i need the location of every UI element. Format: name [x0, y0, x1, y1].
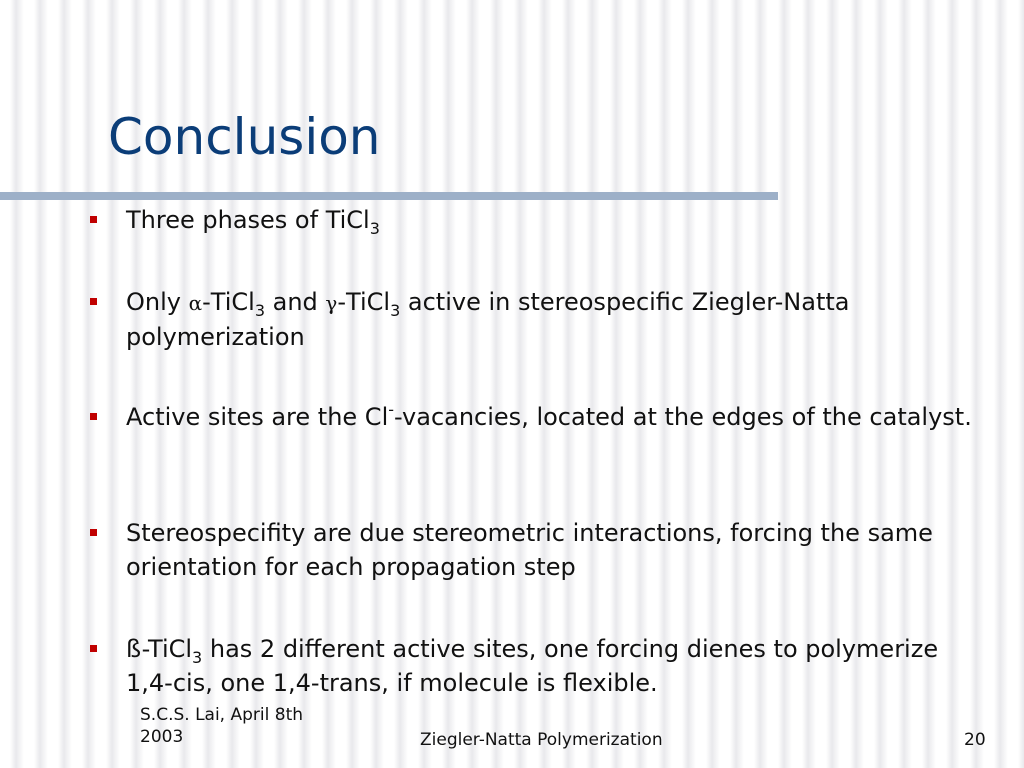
subscript: 3: [369, 219, 380, 238]
subscript: 3: [390, 301, 401, 320]
slide-number: 20: [964, 730, 986, 750]
bullet-marker: [90, 645, 97, 652]
bullet-text: and: [265, 288, 326, 316]
bullet-text: Stereospecifity are due stereometric interactions, forcing the same orientation for each propagation step: [126, 519, 933, 581]
title-divider: [0, 192, 778, 200]
superscript: -: [388, 400, 395, 419]
bullet-text: -TiCl: [337, 288, 391, 316]
footer-author-date: S.C.S. Lai, April 8th 2003: [140, 705, 304, 747]
bullet-marker: [90, 298, 97, 305]
subscript: 3: [254, 301, 265, 320]
bullet-item: [126, 632, 976, 700]
bullet-text: Only: [126, 288, 189, 316]
alpha-symbol: α: [188, 291, 203, 315]
footer-title: Ziegler-Natta Polymerization: [420, 730, 663, 750]
bullet-text: -TiCl: [202, 288, 255, 316]
bullet-text: Active sites are the Cl: [126, 403, 389, 431]
bullet-item: [126, 203, 976, 237]
bullet-text: ß-TiCl: [126, 635, 193, 663]
bullet-item: [126, 400, 976, 434]
bullet-marker: [90, 413, 97, 420]
bullet-text: Three phases of TiCl: [126, 206, 370, 234]
bullet-marker: [90, 529, 97, 536]
gamma-symbol: γ: [325, 291, 338, 315]
bullet-item: [126, 285, 976, 354]
bullet-marker: [90, 216, 97, 223]
bullet-text: -vacancies, located at the edges of the catalyst.: [394, 403, 972, 431]
bullet-text: has 2 different active sites, one forcing dienes to polymerize 1,4-cis, one 1,4-trans, if molecule is flexible.: [126, 635, 939, 697]
slide-title: Conclusion: [108, 108, 381, 166]
bullet-item: [126, 516, 976, 584]
bullet-text: active in stereospecific Ziegler-Natta polymerization: [126, 288, 850, 351]
subscript: 3: [192, 648, 203, 667]
